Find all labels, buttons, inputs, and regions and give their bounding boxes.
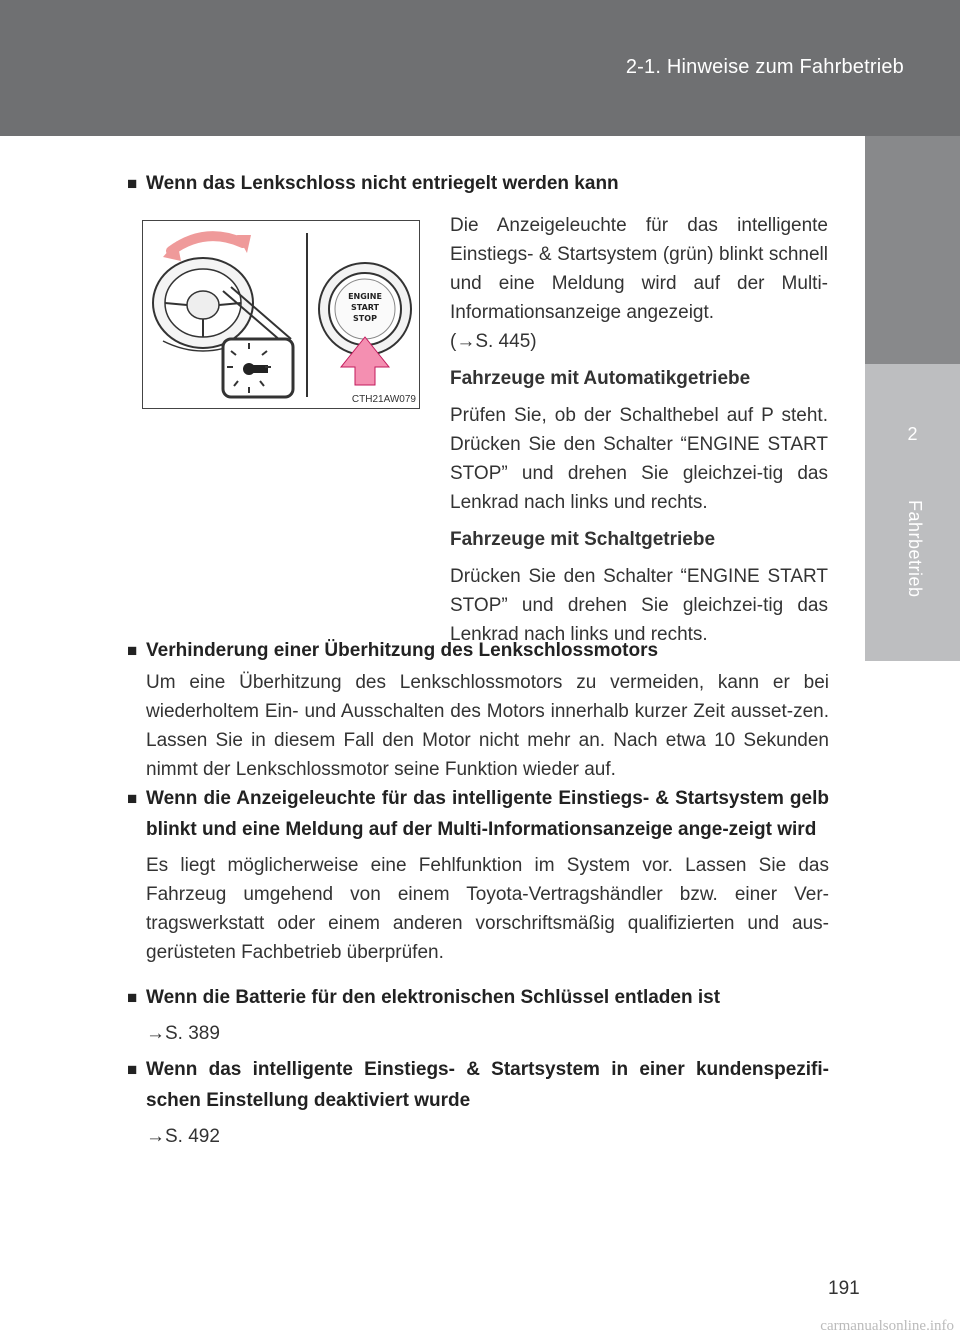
page-number: 191: [828, 1278, 860, 1299]
intro-text: Die Anzeigeleuchte für das intelligente Einstiegs- & Startsystem (grün) blinkt schnell und eine Meldung wird auf der Multi-Informationsanzeige angezeigt.: [450, 215, 828, 323]
automatic-text: Prüfen Sie, ob der Schalthebel auf P steht. Drücken Sie den Schalter “ENGINE START STOP” und drehen Sie gleichzei-tig das Lenkrad nach links und rechts.: [450, 405, 828, 513]
section-heading-steering-lock: ■ Wenn das Lenkschloss nicht entriegelt werden kann: [127, 168, 829, 199]
illustration-steering-start-button: [142, 220, 420, 409]
bullet-icon: ■: [127, 1060, 138, 1079]
section-heading-battery: ■ Wenn die Batterie für den elektronischen Schlüssel entladen ist: [127, 982, 829, 1013]
bullet-icon: ■: [127, 174, 138, 193]
reference-battery: →S. 389: [146, 1023, 220, 1044]
side-tab-number: 2: [907, 424, 918, 444]
manual-text: Drücken Sie den Schalter “ENGINE START STOP” und drehen Sie gleichzei-tig das Lenkrad nach links und rechts.: [450, 566, 828, 645]
automatic-heading: Fahrzeuge mit Automatikgetriebe: [450, 368, 751, 389]
watermark: carmanualsonline.info: [820, 1318, 954, 1334]
page-header: [0, 0, 960, 136]
chapter-title: 2-1. Hinweise zum Fahrbetrieb: [625, 56, 904, 78]
button-label-stop: STOP: [353, 314, 377, 323]
section-heading-yellow-indicator: ■ Wenn die Anzeigeleuchte für das intelligente Einstiegs- & Startsystem gelb blinkt und eine Meldung auf der Multi-Informationsanzeige ange-zeigt wird: [127, 783, 829, 845]
section-heading-customization: ■ Wenn das intelligente Einstiegs- & Startsystem in einer kundenspezifi-schen Einstellung deaktiviert wurde: [127, 1054, 829, 1116]
bullet-icon: ■: [127, 641, 138, 660]
button-label-engine: ENGINE: [348, 292, 382, 301]
right-column-text: [450, 211, 828, 649]
bullet-icon: ■: [127, 988, 138, 1007]
button-label-start: START: [350, 303, 380, 312]
steering-wheel-illustration: [143, 221, 419, 408]
reference-customization: →S. 492: [146, 1126, 220, 1147]
section-text-yellow-indicator: Es liegt möglicherweise eine Fehlfunktion im System vor. Lassen Sie das Fahrzeug umgehend von einem Toyota-Vertragshändler bzw. einer Ver-tragswerkstatt oder einem anderen vorschriftsmäßig qualifizierten und aus-gerüsteten Fachbetrieb überprüfen.: [146, 855, 829, 963]
side-tab-label: Fahrbetrieb: [905, 500, 925, 598]
intro-reference: (→S. 445): [450, 331, 537, 352]
figure-code: CTH21AW079: [351, 394, 416, 405]
manual-heading: Fahrzeuge mit Schaltgetriebe: [450, 529, 716, 550]
section-text-overheat: Um eine Überhitzung des Lenkschlossmotors zu vermeiden, kann er bei wiederholtem Ein- und Ausschalten des Motors innerhalb kurzer Zeit ausset-zen. Lassen Sie in diesem Fall den Motor nicht mehr an. Nach etwa 10 Sekunden nimmt der Lenkschlossmotor seine Funktion wieder auf.: [146, 672, 829, 780]
side-tab-dark-block: [865, 136, 960, 364]
section-heading-overheat: ■ Verhinderung einer Überhitzung des Lenkschlossmotors: [127, 635, 829, 666]
bullet-icon: ■: [127, 789, 138, 808]
